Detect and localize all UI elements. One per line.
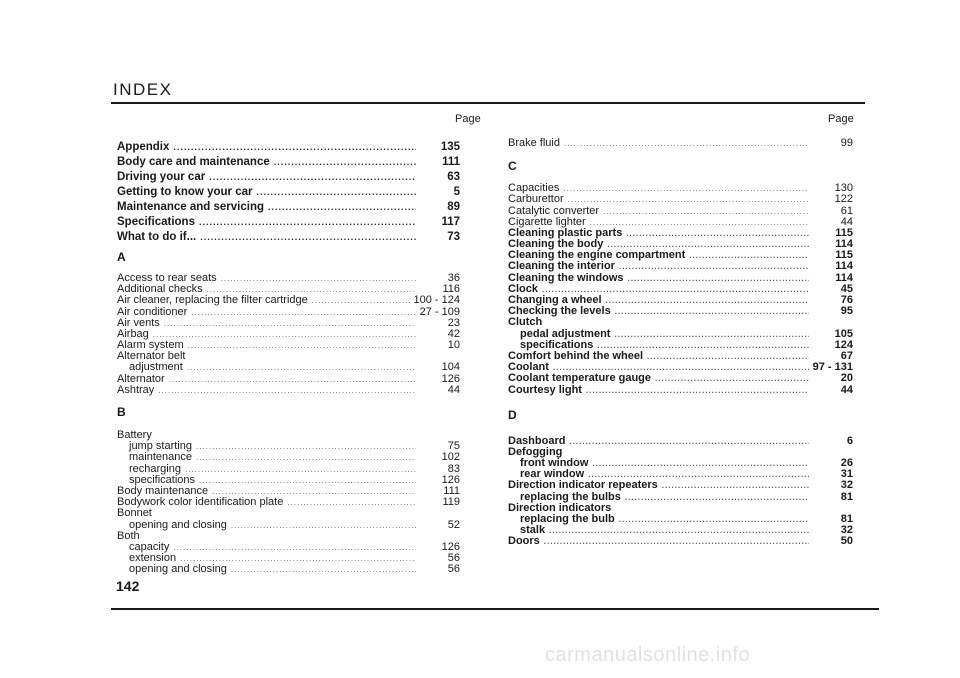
index-entry: [508, 525, 853, 536]
right-page-header: Page: [828, 113, 854, 125]
right-column: [508, 138, 853, 548]
entry-page: 126: [441, 473, 460, 486]
entry-label: opening and closing: [129, 563, 227, 576]
index-entry: [117, 318, 460, 329]
entry-label: extension: [129, 552, 177, 565]
entry-page: 81: [840, 490, 853, 503]
index-entry: [508, 306, 853, 317]
entry-page: 105: [834, 327, 853, 340]
entry-label: rear window: [520, 468, 585, 481]
entry-label: Body maintenance: [117, 484, 209, 497]
entry-label: What to do if...: [117, 230, 197, 243]
dot-leader: [607, 240, 809, 250]
entry-label: Cleaning plastic parts: [508, 226, 623, 239]
index-entry: [508, 351, 853, 362]
entry-page: 31: [840, 468, 853, 481]
entry-page: 130: [834, 182, 853, 195]
dot-leader: [544, 538, 809, 548]
index-entry: [508, 284, 853, 295]
entry-label: Access to rear seats: [117, 271, 217, 284]
dot-leader: [655, 375, 809, 385]
entry-label: Driving your car: [117, 170, 206, 183]
entry-page: 20: [840, 372, 853, 385]
index-entry: [508, 481, 853, 492]
entry-label: Cleaning the windows: [508, 271, 624, 284]
entry-label: Capacities: [508, 182, 560, 195]
entry-page: 56: [447, 563, 460, 576]
dot-leader: [619, 515, 809, 525]
entry-label: Bodywork color identification plate: [117, 496, 284, 509]
entry-page: 117: [441, 215, 460, 228]
index-entry: [508, 194, 853, 205]
entry-page: 114: [835, 238, 853, 251]
section-a-entries: [117, 273, 460, 396]
dot-leader: [597, 341, 809, 351]
entry-label: recharging: [129, 462, 181, 475]
entry-label: Defogging: [508, 445, 563, 458]
entry-label: Changing a wheel: [508, 294, 602, 307]
main-index-entry: [117, 213, 460, 228]
entry-page: 45: [840, 282, 853, 295]
dot-leader: [199, 218, 416, 228]
dot-leader: [188, 341, 416, 351]
section-letter-b: B: [117, 405, 126, 420]
entry-page: 32: [840, 524, 853, 537]
entry-label: Cleaning the engine compartment: [508, 249, 686, 262]
entry-label: Air conditioner: [117, 305, 188, 318]
section-d-entries: [508, 436, 853, 548]
dot-leader: [614, 330, 809, 340]
entry-page: 89: [447, 200, 460, 213]
dot-leader: [185, 465, 416, 475]
index-entry: [117, 363, 460, 374]
index-entry: [508, 138, 853, 149]
entry-label: Courtesy light: [508, 383, 582, 396]
entry-label: Alarm system: [117, 339, 184, 352]
entry-page: 115: [835, 226, 853, 239]
dot-leader: [662, 482, 809, 492]
entry-label: Ashtray: [117, 383, 155, 396]
entry-page: 95: [840, 305, 853, 318]
dot-leader: [200, 233, 416, 243]
dot-leader: [586, 386, 809, 396]
entry-label: Doors: [508, 535, 540, 548]
entry-label: Coolant: [508, 361, 549, 374]
entry-page: 116: [442, 283, 460, 296]
entry-page: 97 - 131: [812, 361, 853, 374]
left-page-header: Page: [455, 113, 481, 125]
entry-page: 119: [442, 496, 460, 509]
entry-page: 23: [447, 316, 460, 329]
section-c-entries: [508, 183, 853, 396]
entry-label: maintenance: [129, 451, 192, 464]
dot-leader: [590, 218, 809, 228]
entry-label: Catalytic converter: [508, 204, 600, 217]
dot-leader: [256, 188, 416, 198]
entry-page: 111: [443, 484, 460, 497]
dot-leader: [287, 498, 416, 508]
dot-leader: [274, 158, 416, 168]
entry-page: 63: [447, 170, 460, 183]
entry-page: 44: [840, 215, 853, 228]
dot-leader: [191, 308, 415, 318]
section-b-entries: [117, 430, 460, 575]
dot-leader: [187, 364, 416, 374]
dot-leader: [231, 521, 416, 531]
entry-page: 135: [440, 140, 460, 153]
entry-label: Clock: [508, 282, 538, 295]
entry-label: Carburettor: [508, 193, 564, 206]
entry-label: stalk: [520, 524, 546, 537]
entry-label: pedal adjustment: [520, 327, 611, 340]
dot-leader: [169, 375, 416, 385]
main-index-entry: [117, 228, 460, 243]
index-entry: [508, 262, 853, 273]
entry-label: opening and closing: [129, 518, 227, 531]
dot-leader: [207, 285, 416, 295]
main-index-entry: [117, 198, 460, 213]
entry-label: specifications: [520, 338, 594, 351]
index-entry: [117, 508, 460, 519]
index-entry: [117, 385, 460, 396]
dot-leader: [626, 229, 809, 239]
entry-page: 10: [447, 339, 460, 352]
page-number: 142: [116, 578, 140, 594]
dot-leader: [628, 274, 809, 284]
header-rule: [111, 102, 865, 104]
index-entry: [117, 452, 460, 463]
entry-page: 50: [840, 535, 853, 548]
index-entry: [117, 497, 460, 508]
dot-leader: [312, 297, 410, 307]
dot-leader: [603, 207, 809, 217]
dot-leader: [173, 143, 416, 153]
entry-page: 26: [840, 457, 853, 470]
dot-leader: [153, 330, 416, 340]
dot-leader: [180, 554, 416, 564]
entry-page: 81: [840, 513, 853, 526]
entry-page: 102: [441, 451, 460, 464]
entry-label: front window: [520, 457, 589, 470]
main-index-entry: [117, 168, 460, 183]
entry-page: 83: [447, 462, 460, 475]
dot-leader: [199, 476, 416, 486]
dot-leader: [615, 307, 809, 317]
dot-leader: [209, 173, 416, 183]
entry-page: 111: [442, 155, 460, 168]
entry-label: Clutch: [508, 316, 543, 329]
entry-label: replacing the bulbs: [520, 490, 621, 503]
section-letter-c: C: [508, 158, 517, 173]
dot-leader: [196, 454, 416, 464]
dot-leader: [569, 437, 809, 447]
entry-label: Alternator belt: [117, 350, 186, 363]
index-entry: [117, 564, 460, 575]
entry-label: Air vents: [117, 316, 160, 329]
entry-page: 100 - 124: [413, 294, 460, 307]
entry-label: Cleaning the interior: [508, 260, 615, 273]
entry-label: Coolant temperature gauge: [508, 372, 652, 385]
index-entry: [117, 329, 460, 340]
index-title: INDEX: [113, 80, 173, 99]
entry-page: 114: [835, 260, 853, 273]
watermark: carmanualsonline.info: [545, 644, 751, 666]
entry-page: 61: [840, 204, 853, 217]
entry-label: Direction indicators: [508, 501, 612, 514]
entry-page: 67: [840, 349, 853, 362]
entry-page: 32: [840, 479, 853, 492]
main-index-entry: [117, 183, 460, 198]
main-index-entry: [117, 153, 460, 168]
index-entry: [508, 385, 853, 396]
main-index-entry: [117, 138, 460, 153]
index-entry: [508, 536, 853, 547]
entry-label: jump starting: [129, 440, 192, 453]
index-entry: [117, 307, 460, 318]
index-entry: [508, 373, 853, 384]
entry-label: Brake fluid: [508, 136, 560, 149]
entry-page: 73: [447, 230, 460, 243]
dot-leader: [158, 386, 416, 396]
entry-page: 126: [441, 540, 460, 553]
entry-label: Cigarette lighter: [508, 215, 586, 228]
dot-leader: [231, 566, 416, 576]
entry-page: 124: [834, 338, 853, 351]
dot-leader: [268, 203, 416, 213]
entry-label: Additional checks: [117, 283, 203, 296]
entry-label: Maintenance and servicing: [117, 200, 264, 213]
dot-leader: [173, 543, 416, 553]
entry-label: Dashboard: [508, 434, 566, 447]
entry-label: capacity: [129, 540, 170, 553]
dot-leader: [588, 471, 809, 481]
entry-label: Bonnet: [117, 507, 152, 520]
entry-page: 44: [447, 383, 460, 396]
entry-label: Body care and maintenance: [117, 155, 270, 168]
entry-label: Specifications: [117, 215, 195, 228]
index-entry: [508, 362, 853, 373]
index-entry: [508, 514, 853, 525]
entry-label: Checking the levels: [508, 305, 611, 318]
dot-leader: [619, 263, 809, 273]
dot-leader: [564, 139, 809, 149]
dot-leader: [592, 459, 809, 469]
entry-page: 114: [835, 271, 853, 284]
entry-page: 115: [835, 249, 853, 262]
section-letter-d: D: [508, 408, 517, 423]
entry-page: 104: [441, 361, 460, 374]
dot-leader: [606, 296, 809, 306]
dot-leader: [196, 442, 416, 452]
entry-label: adjustment: [129, 361, 183, 374]
entry-label: Air cleaner, replacing the filter cartridge: [117, 294, 308, 307]
entry-label: Direction indicator repeaters: [508, 479, 658, 492]
main-entries: [117, 138, 460, 243]
dot-leader: [568, 196, 809, 206]
entry-page: 75: [447, 440, 460, 453]
footer-rule: [111, 608, 879, 610]
entry-label: replacing the bulb: [520, 513, 615, 526]
dot-leader: [647, 352, 809, 362]
index-entry: [508, 317, 853, 328]
dot-leader: [563, 184, 809, 194]
entry-page: 126: [441, 372, 460, 385]
entry-label: specifications: [129, 473, 196, 486]
entry-label: Both: [117, 529, 140, 542]
entry-label: Appendix: [117, 140, 170, 153]
index-entry: [508, 273, 853, 284]
entry-label: Comfort behind the wheel: [508, 349, 644, 362]
dot-leader: [221, 274, 416, 284]
entry-label: Cleaning the body: [508, 238, 604, 251]
entry-page: 27 - 109: [419, 305, 460, 318]
entry-page: 5: [453, 185, 460, 198]
entry-page: 76: [840, 294, 853, 307]
dot-leader: [549, 526, 809, 536]
entry-label: Getting to know your car: [117, 185, 253, 198]
dot-leader: [542, 285, 809, 295]
entry-label: Airbag: [117, 327, 149, 340]
entry-page: 6: [846, 434, 853, 447]
dot-leader: [625, 493, 809, 503]
entry-page: 99: [840, 136, 853, 149]
entry-page: 122: [834, 193, 853, 206]
entry-page: 56: [447, 552, 460, 565]
index-entry: [117, 520, 460, 531]
index-entry: [117, 374, 460, 385]
entry-label: Battery: [117, 429, 152, 442]
brake-entry: [508, 138, 853, 149]
dot-leader: [212, 487, 416, 497]
left-column: [117, 138, 460, 576]
dot-leader: [689, 252, 809, 262]
entry-page: 44: [840, 383, 853, 396]
entry-page: 52: [447, 518, 460, 531]
dot-leader: [553, 363, 809, 373]
entry-page: 42: [447, 327, 460, 340]
entry-label: Alternator: [117, 372, 165, 385]
dot-leader: [164, 319, 416, 329]
entry-page: 36: [447, 271, 460, 284]
section-letter-a: A: [117, 250, 126, 265]
index-entry: [117, 295, 460, 306]
